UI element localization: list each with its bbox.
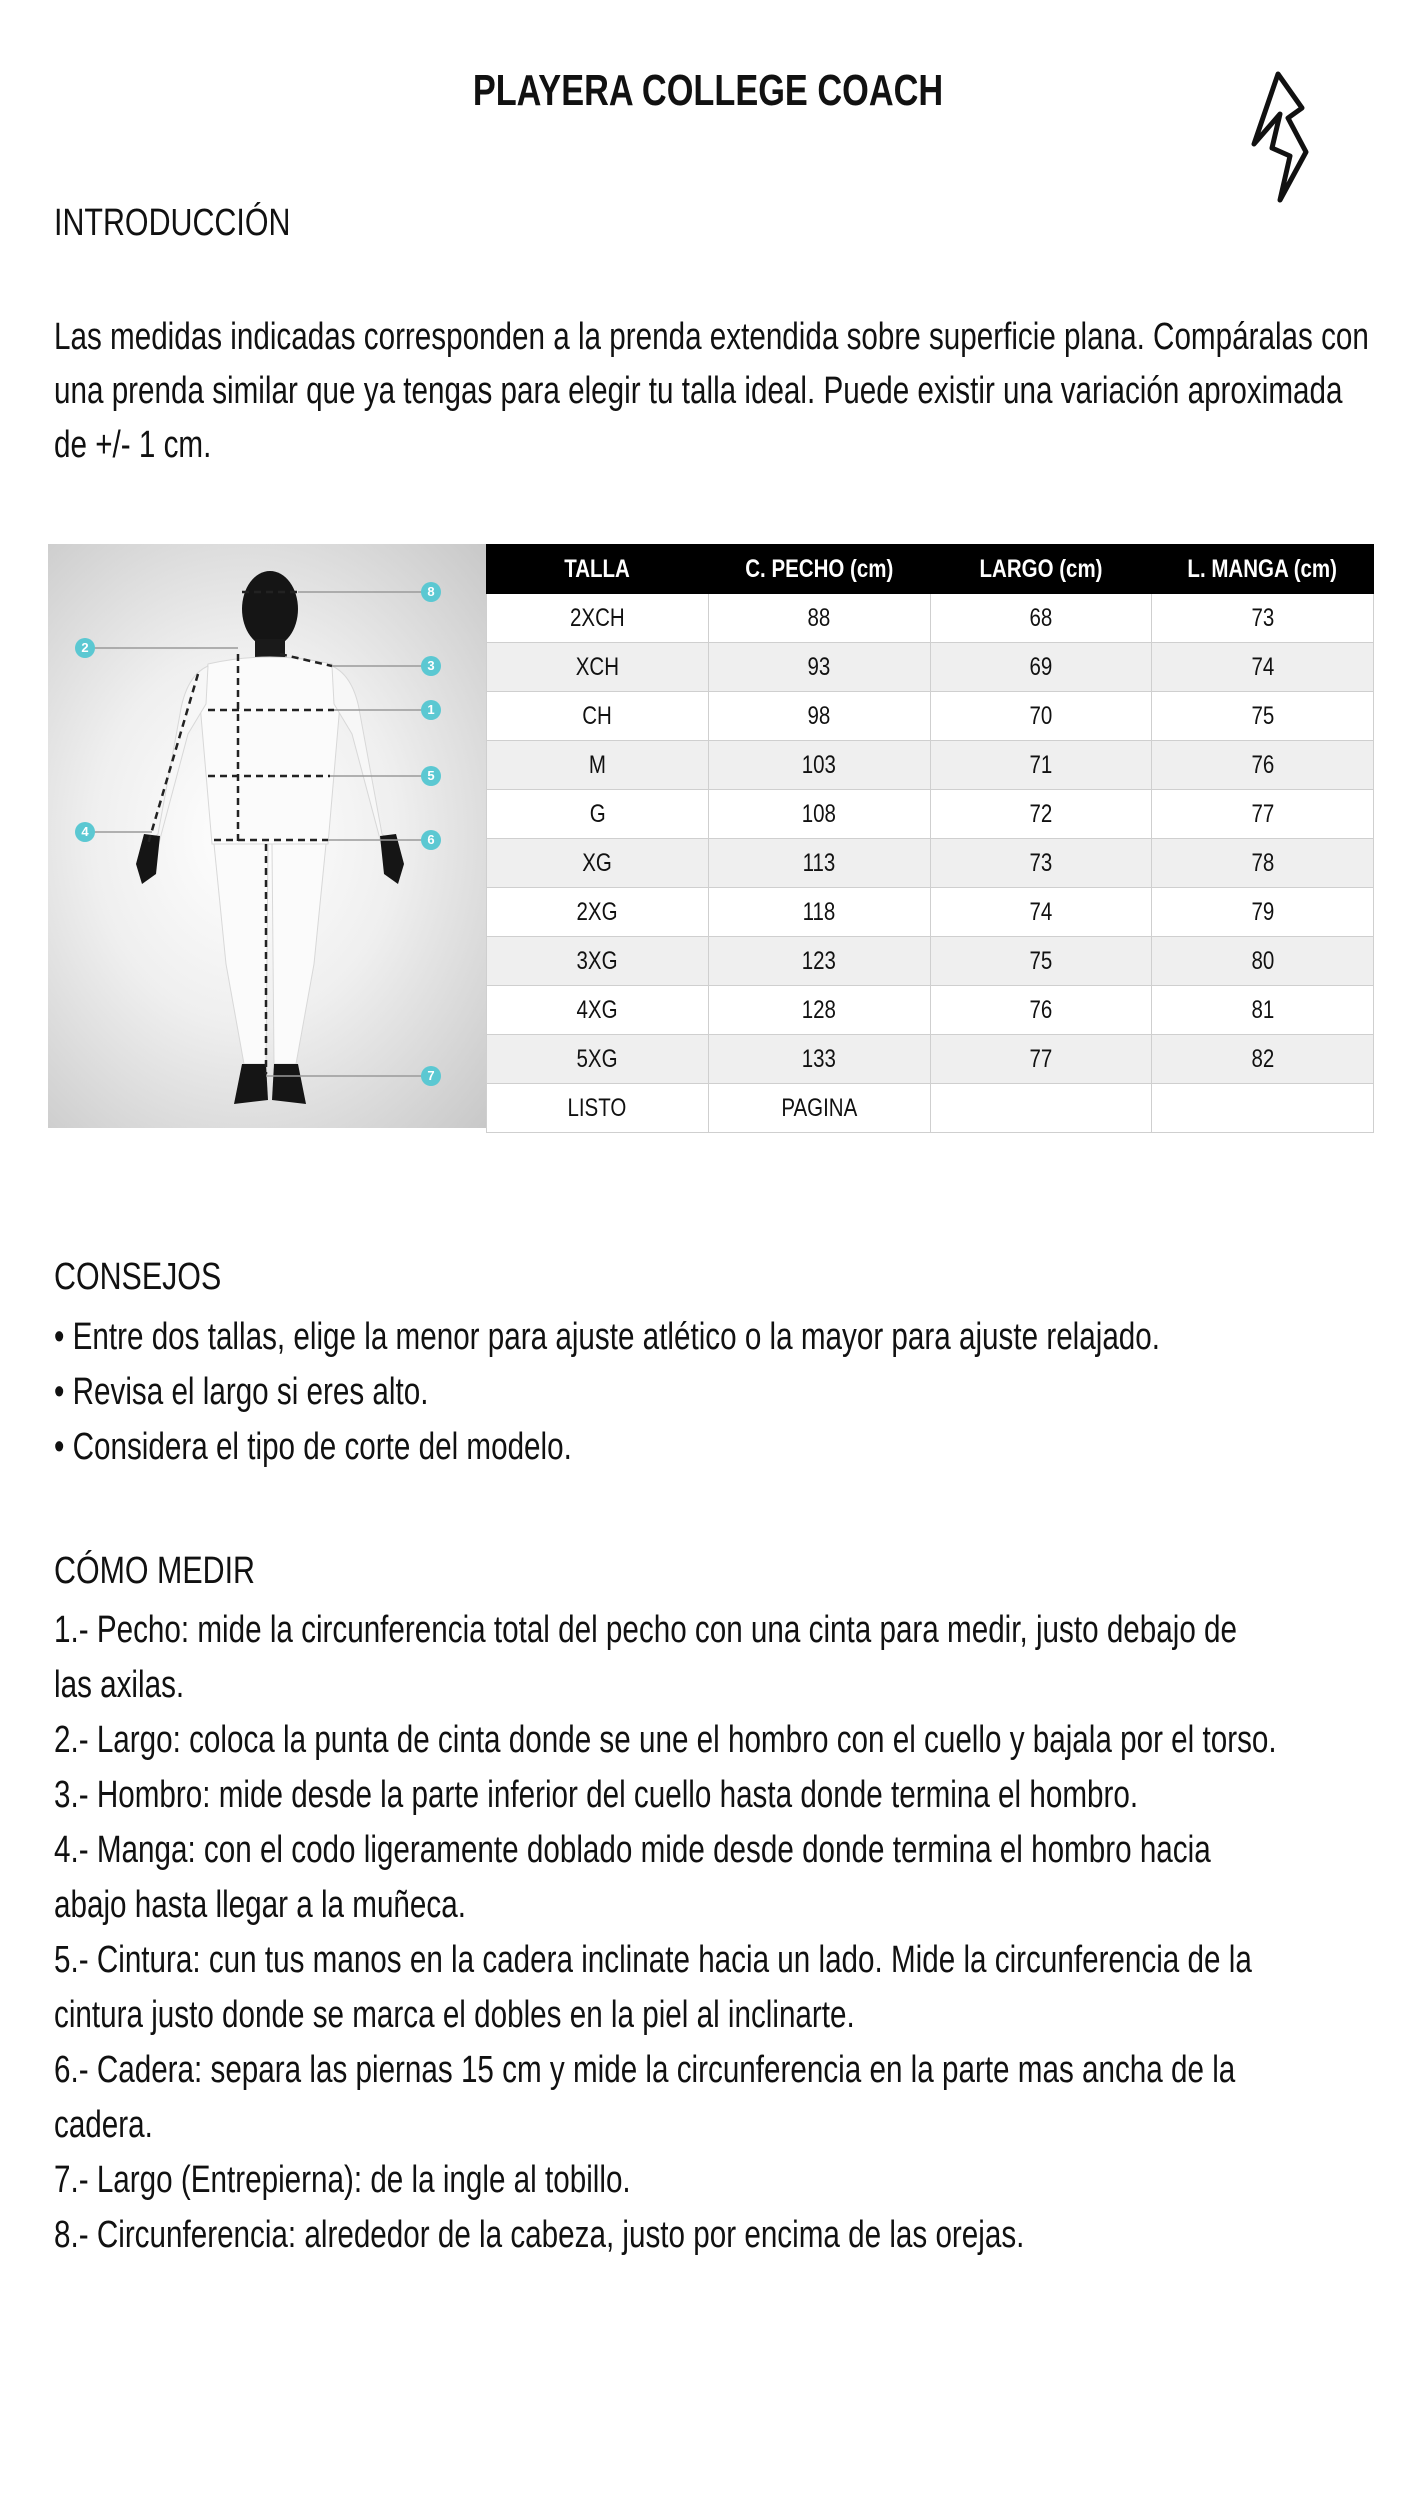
table-cell: 103	[708, 741, 930, 790]
table-cell: 77	[1152, 790, 1374, 839]
table-cell: 78	[1152, 839, 1374, 888]
table-cell: 88	[708, 594, 930, 643]
consejos-list	[54, 1310, 1396, 1475]
instruction-line: abajo hasta llegar a la muñeca.	[54, 1884, 466, 1926]
page-title: PLAYERA COLLEGE COACH	[472, 66, 944, 115]
list-item: • Entre dos tallas, elige la menor para ajuste atlético o la mayor para ajuste relajado.	[54, 1316, 1161, 1358]
table-cell: 75	[1152, 692, 1374, 741]
table-cell: 5XG	[487, 1035, 709, 1084]
table-cell: 71	[930, 741, 1152, 790]
intro-heading: INTRODUCCIÓN	[54, 202, 291, 244]
table-cell	[930, 1084, 1152, 1133]
table-cell: 128	[708, 986, 930, 1035]
table-row	[487, 692, 1374, 741]
table-cell: 133	[708, 1035, 930, 1084]
instruction-line: 3.- Hombro: mide desde la parte inferior del cuello hasta donde termina el hombro.	[54, 1774, 1139, 1816]
size-table	[486, 544, 1374, 1133]
marker-7: 7	[421, 1066, 441, 1086]
table-row	[487, 790, 1374, 839]
header-talla: TALLA	[487, 545, 709, 594]
table-row	[487, 643, 1374, 692]
table-cell: 70	[930, 692, 1152, 741]
table-cell: 118	[708, 888, 930, 937]
instruction-line: 7.- Largo (Entrepierna): de la ingle al tobillo.	[54, 2159, 631, 2201]
table-cell: 74	[930, 888, 1152, 937]
table-cell: 77	[930, 1035, 1152, 1084]
table-header-row	[487, 545, 1374, 594]
table-cell: 73	[1152, 594, 1374, 643]
table-cell: 69	[930, 643, 1152, 692]
instruction-line: 2.- Largo: coloca la punta de cinta donde se une el hombro con el cuello y bajala por el torso.	[54, 1719, 1277, 1761]
table-cell: 108	[708, 790, 930, 839]
marker-5: 5	[421, 766, 441, 786]
table-cell: G	[487, 790, 709, 839]
instruction-line: 8.- Circunferencia: alrededor de la cabeza, justo por encima de las orejas.	[54, 2214, 1025, 2256]
table-row	[487, 839, 1374, 888]
marker-2: 2	[75, 638, 95, 658]
table-row	[487, 1035, 1374, 1084]
table-cell: 81	[1152, 986, 1374, 1035]
como-medir-list	[54, 1603, 1396, 2263]
table-cell: 79	[1152, 888, 1374, 937]
size-table-body	[487, 594, 1374, 1133]
marker-3: 3	[421, 656, 441, 676]
table-cell: 98	[708, 692, 930, 741]
table-row	[487, 986, 1374, 1035]
table-cell	[1152, 1084, 1374, 1133]
intro-line: de +/- 1 cm.	[54, 424, 212, 466]
consejos-heading: CONSEJOS	[54, 1256, 222, 1298]
table-cell: 3XG	[487, 937, 709, 986]
intro-line: una prenda similar que ya tengas para elegir tu talla ideal. Puede existir una variación aproximada	[54, 370, 1343, 412]
list-item: • Revisa el largo si eres alto.	[54, 1371, 429, 1413]
marker-6: 6	[421, 830, 441, 850]
table-row	[487, 1084, 1374, 1133]
table-row	[487, 741, 1374, 790]
instruction-line: 1.- Pecho: mide la circunferencia total del pecho con una cinta para medir, justo debajo de	[54, 1609, 1238, 1651]
instruction-line: cadera.	[54, 2104, 153, 2146]
intro-paragraph	[54, 310, 1396, 472]
table-cell: PAGINA	[708, 1084, 930, 1133]
instruction-line: 5.- Cintura: cun tus manos en la cadera inclinate hacia un lado. Mide la circunferencia de la	[54, 1939, 1252, 1981]
table-cell: LISTO	[487, 1084, 709, 1133]
table-cell: 76	[930, 986, 1152, 1035]
table-cell: 82	[1152, 1035, 1374, 1084]
marker-8: 8	[421, 582, 441, 602]
table-cell: 73	[930, 839, 1152, 888]
table-cell: 113	[708, 839, 930, 888]
table-cell: XCH	[487, 643, 709, 692]
marker-4: 4	[75, 822, 95, 842]
instruction-line: 4.- Manga: con el codo ligeramente doblado mide desde donde termina el hombro hacia	[54, 1829, 1211, 1871]
table-cell: 2XG	[487, 888, 709, 937]
instruction-line: las axilas.	[54, 1664, 185, 1706]
table-cell: 80	[1152, 937, 1374, 986]
table-cell: 68	[930, 594, 1152, 643]
table-cell: CH	[487, 692, 709, 741]
table-row	[487, 594, 1374, 643]
table-cell: 93	[708, 643, 930, 692]
table-cell: XG	[487, 839, 709, 888]
table-row	[487, 888, 1374, 937]
table-cell: 72	[930, 790, 1152, 839]
marker-1: 1	[421, 700, 441, 720]
intro-line: Las medidas indicadas corresponden a la prenda extendida sobre superficie plana. Compáralas con	[54, 316, 1369, 358]
header-largo: LARGO (cm)	[930, 545, 1152, 594]
measurement-figure	[48, 544, 486, 1128]
table-cell: 76	[1152, 741, 1374, 790]
lightning-bolt-logo	[1240, 70, 1310, 205]
table-cell: M	[487, 741, 709, 790]
table-cell: 4XG	[487, 986, 709, 1035]
list-item: • Considera el tipo de corte del modelo.	[54, 1426, 572, 1468]
header-pecho: C. PECHO (cm)	[708, 545, 930, 594]
table-cell: 123	[708, 937, 930, 986]
header-manga: L. MANGA (cm)	[1152, 545, 1374, 594]
table-row	[487, 937, 1374, 986]
body-measurement-illustration	[48, 544, 486, 1128]
como-medir-heading: CÓMO MEDIR	[54, 1550, 255, 1592]
table-cell: 74	[1152, 643, 1374, 692]
instruction-line: 6.- Cadera: separa las piernas 15 cm y mide la circunferencia en la parte mas ancha de la	[54, 2049, 1236, 2091]
instruction-line: cintura justo donde se marca el dobles en la piel al inclinarte.	[54, 1994, 855, 2036]
table-cell: 2XCH	[487, 594, 709, 643]
table-cell: 75	[930, 937, 1152, 986]
